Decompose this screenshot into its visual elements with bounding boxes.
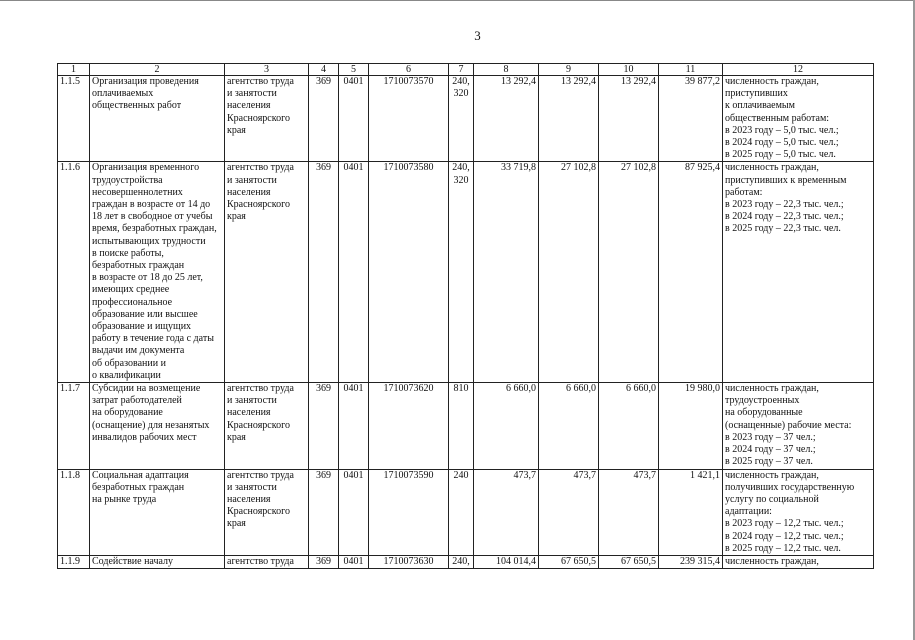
cell-line: в 2023 году – 37 чел.; <box>725 431 816 443</box>
cell-line: 810 <box>453 383 469 395</box>
cell-line: услугу по социальной <box>725 493 819 505</box>
cell-line: 18 лет в свободное от учебы <box>92 211 213 223</box>
program-activities-table <box>57 63 874 569</box>
header-cell: 11 <box>659 64 723 76</box>
activity-name-cell <box>90 469 225 555</box>
header-cell: 8 <box>474 64 539 76</box>
expense-type-cell <box>449 76 474 162</box>
cell-line: (оснащенные) рабочие места: <box>725 419 852 431</box>
expense-type-cell <box>449 383 474 469</box>
cell-line: агентство труда <box>227 162 294 174</box>
table-header-row <box>58 64 874 76</box>
cell-line: профессиональное <box>92 296 173 308</box>
cell-line: 320 <box>453 88 469 100</box>
cell-line: и занятости <box>227 481 277 493</box>
cell-line: в 2025 году – 22,3 тыс. чел. <box>725 223 841 235</box>
header-cell: 10 <box>599 64 659 76</box>
amount-2025-cell: 27 102,8 <box>599 162 659 383</box>
item-number-cell: 1.1.7 <box>58 383 90 469</box>
cell-line: в 2023 году – 12,2 тыс. чел.; <box>725 518 844 530</box>
cell-line: общественным работам: <box>725 112 830 124</box>
cell-line: населения <box>227 100 271 112</box>
amount-2024-cell: 6 660,0 <box>539 383 599 469</box>
cell-line: в 2024 году – 12,2 тыс. чел.; <box>725 530 844 542</box>
cell-line: численность граждан, <box>725 469 819 481</box>
cell-line: Красноярского <box>227 199 290 211</box>
cell-line: в возрасте от 18 до 25 лет, <box>92 272 203 284</box>
cell-line: в 2023 году – 22,3 тыс. чел.; <box>725 199 844 211</box>
amount-total-cell: 239 315,4 <box>659 555 723 568</box>
cell-line: образование или высшее <box>92 308 198 320</box>
cell-line: трудоустроенных <box>725 395 800 407</box>
agency-cell <box>225 162 309 383</box>
cell-line: безработных граждан <box>92 260 185 272</box>
header-cell: 5 <box>339 64 369 76</box>
cell-line: в 2024 году – 22,3 тыс. чел.; <box>725 211 844 223</box>
cell-line: в 2024 году – 37 чел.; <box>725 444 816 456</box>
expected-result-cell <box>723 383 874 469</box>
cell-line: численность граждан, <box>725 76 819 87</box>
amount-total-cell: 39 877,2 <box>659 76 723 162</box>
item-number-cell: 1.1.6 <box>58 162 90 383</box>
cell-line: и занятости <box>227 88 277 100</box>
section-code-cell: 0401 <box>339 555 369 568</box>
cell-line: приступивших к временным <box>725 174 847 186</box>
cell-line: безработных граждан <box>92 481 185 493</box>
header-cell: 4 <box>309 64 339 76</box>
cell-line: образование и ищущих <box>92 321 192 333</box>
cell-line: Организация проведения <box>92 76 199 87</box>
table-body <box>58 76 874 569</box>
amount-2023-cell: 104 014,4 <box>474 555 539 568</box>
header-cell: 6 <box>369 64 449 76</box>
cell-line: к оплачиваемым <box>725 100 795 112</box>
cell-line: Красноярского <box>227 506 290 518</box>
expected-result-cell <box>723 469 874 555</box>
expected-result-cell <box>723 162 874 383</box>
amount-2025-cell: 13 292,4 <box>599 76 659 162</box>
table-row <box>58 555 874 568</box>
cell-line: работам: <box>725 186 763 198</box>
header-cell: 2 <box>90 64 225 76</box>
amount-2023-cell: 473,7 <box>474 469 539 555</box>
cell-line: об образовании и <box>92 357 166 369</box>
grbs-code-cell: 369 <box>309 76 339 162</box>
cell-line: в 2024 году – 5,0 тыс. чел.; <box>725 137 839 149</box>
grbs-code-cell: 369 <box>309 162 339 383</box>
expense-type-cell <box>449 555 474 568</box>
section-code-cell: 0401 <box>339 469 369 555</box>
cell-line: (оснащение) для незанятых <box>92 419 210 431</box>
agency-cell <box>225 555 309 568</box>
cell-line: и занятости <box>227 395 277 407</box>
item-number-cell: 1.1.8 <box>58 469 90 555</box>
amount-2025-cell: 6 660,0 <box>599 383 659 469</box>
cell-line: 320 <box>453 174 469 186</box>
cell-line: Организация временного <box>92 162 200 174</box>
cell-line: граждан в возрасте от 14 до <box>92 199 211 211</box>
cell-line: Социальная адаптация <box>92 469 189 481</box>
target-article-cell: 1710073590 <box>369 469 449 555</box>
cell-line: имеющих среднее <box>92 284 170 296</box>
cell-line: в 2025 году – 12,2 тыс. чел. <box>725 542 841 554</box>
cell-line: общественных работ <box>92 100 182 112</box>
cell-line: инвалидов рабочих мест <box>92 431 197 443</box>
cell-line: в 2023 году – 5,0 тыс. чел.; <box>725 124 839 136</box>
cell-line: в 2025 году – 5,0 тыс. чел. <box>725 149 836 161</box>
activity-name-cell <box>90 555 225 568</box>
amount-2025-cell: 473,7 <box>599 469 659 555</box>
amount-2024-cell: 473,7 <box>539 469 599 555</box>
target-article-cell: 1710073570 <box>369 76 449 162</box>
cell-line: населения <box>227 186 271 198</box>
table-row <box>58 383 874 469</box>
item-number-cell: 1.1.5 <box>58 76 90 162</box>
cell-line: испытывающих трудности <box>92 235 206 247</box>
agency-cell <box>225 76 309 162</box>
grbs-code-cell: 369 <box>309 469 339 555</box>
expense-type-cell <box>449 162 474 383</box>
scan-edge-top <box>0 0 915 1</box>
cell-line: оплачиваемых <box>92 88 154 100</box>
amount-2023-cell: 6 660,0 <box>474 383 539 469</box>
cell-line: Субсидии на возмещение <box>92 383 201 395</box>
cell-line: время, безработных граждан, <box>92 223 217 235</box>
cell-line: адаптации: <box>725 506 772 518</box>
activity-name-cell <box>90 162 225 383</box>
activity-name-cell <box>90 76 225 162</box>
cell-line: Содействие началу <box>92 555 174 567</box>
amount-total-cell: 87 925,4 <box>659 162 723 383</box>
header-cell: 3 <box>225 64 309 76</box>
cell-line: населения <box>227 493 271 505</box>
cell-line: численность граждан, <box>725 555 819 567</box>
cell-line: края <box>227 518 246 530</box>
section-code-cell: 0401 <box>339 76 369 162</box>
cell-line: несовершеннолетних <box>92 186 183 198</box>
cell-line: агентство труда <box>227 555 294 567</box>
table-row <box>58 162 874 383</box>
cell-line: 240, <box>452 162 470 174</box>
expense-type-cell <box>449 469 474 555</box>
header-cell: 9 <box>539 64 599 76</box>
cell-line: 240, <box>452 555 470 567</box>
cell-line: на рынке труда <box>92 493 157 505</box>
header-cell: 7 <box>449 64 474 76</box>
cell-line: агентство труда <box>227 76 294 87</box>
amount-2025-cell: 67 650,5 <box>599 555 659 568</box>
agency-cell <box>225 469 309 555</box>
cell-line: края <box>227 124 246 136</box>
page-number: 3 <box>474 28 481 43</box>
header-cell: 1 <box>58 64 90 76</box>
section-code-cell: 0401 <box>339 162 369 383</box>
header-cell: 12 <box>723 64 874 76</box>
cell-line: края <box>227 431 246 443</box>
target-article-cell: 1710073580 <box>369 162 449 383</box>
cell-line: 240, <box>452 76 470 87</box>
cell-line: агентство труда <box>227 383 294 395</box>
amount-total-cell: 1 421,1 <box>659 469 723 555</box>
cell-line: численность граждан, <box>725 162 819 174</box>
cell-line: Красноярского <box>227 419 290 431</box>
cell-line: населения <box>227 407 271 419</box>
cell-line: Красноярского <box>227 112 290 124</box>
cell-line: трудоустройства <box>92 174 163 186</box>
amount-total-cell: 19 980,0 <box>659 383 723 469</box>
section-code-cell: 0401 <box>339 383 369 469</box>
cell-line: края <box>227 211 246 223</box>
target-article-cell: 1710073630 <box>369 555 449 568</box>
cell-line: численность граждан, <box>725 383 819 395</box>
cell-line: работу в течение года с даты <box>92 333 214 345</box>
table-row <box>58 469 874 555</box>
cell-line: выдачи им документа <box>92 345 185 357</box>
item-number-cell: 1.1.9 <box>58 555 90 568</box>
amount-2024-cell: 13 292,4 <box>539 76 599 162</box>
target-article-cell: 1710073620 <box>369 383 449 469</box>
amount-2024-cell: 67 650,5 <box>539 555 599 568</box>
cell-line: и занятости <box>227 174 277 186</box>
cell-line: приступивших <box>725 88 788 100</box>
amount-2023-cell: 33 719,8 <box>474 162 539 383</box>
cell-line: на оборудование <box>92 407 163 419</box>
cell-line: на оборудованные <box>725 407 803 419</box>
cell-line: в поиске работы, <box>92 247 164 259</box>
expected-result-cell <box>723 555 874 568</box>
activity-name-cell <box>90 383 225 469</box>
amount-2024-cell: 27 102,8 <box>539 162 599 383</box>
expected-result-cell <box>723 76 874 162</box>
cell-line: о квалификации <box>92 369 161 381</box>
table-row <box>58 76 874 162</box>
amount-2023-cell: 13 292,4 <box>474 76 539 162</box>
cell-line: 240 <box>453 469 469 481</box>
grbs-code-cell: 369 <box>309 555 339 568</box>
grbs-code-cell: 369 <box>309 383 339 469</box>
agency-cell <box>225 383 309 469</box>
cell-line: в 2025 году – 37 чел. <box>725 456 813 468</box>
cell-line: затрат работодателей <box>92 395 182 407</box>
cell-line: получивших государственную <box>725 481 855 493</box>
cell-line: агентство труда <box>227 469 294 481</box>
